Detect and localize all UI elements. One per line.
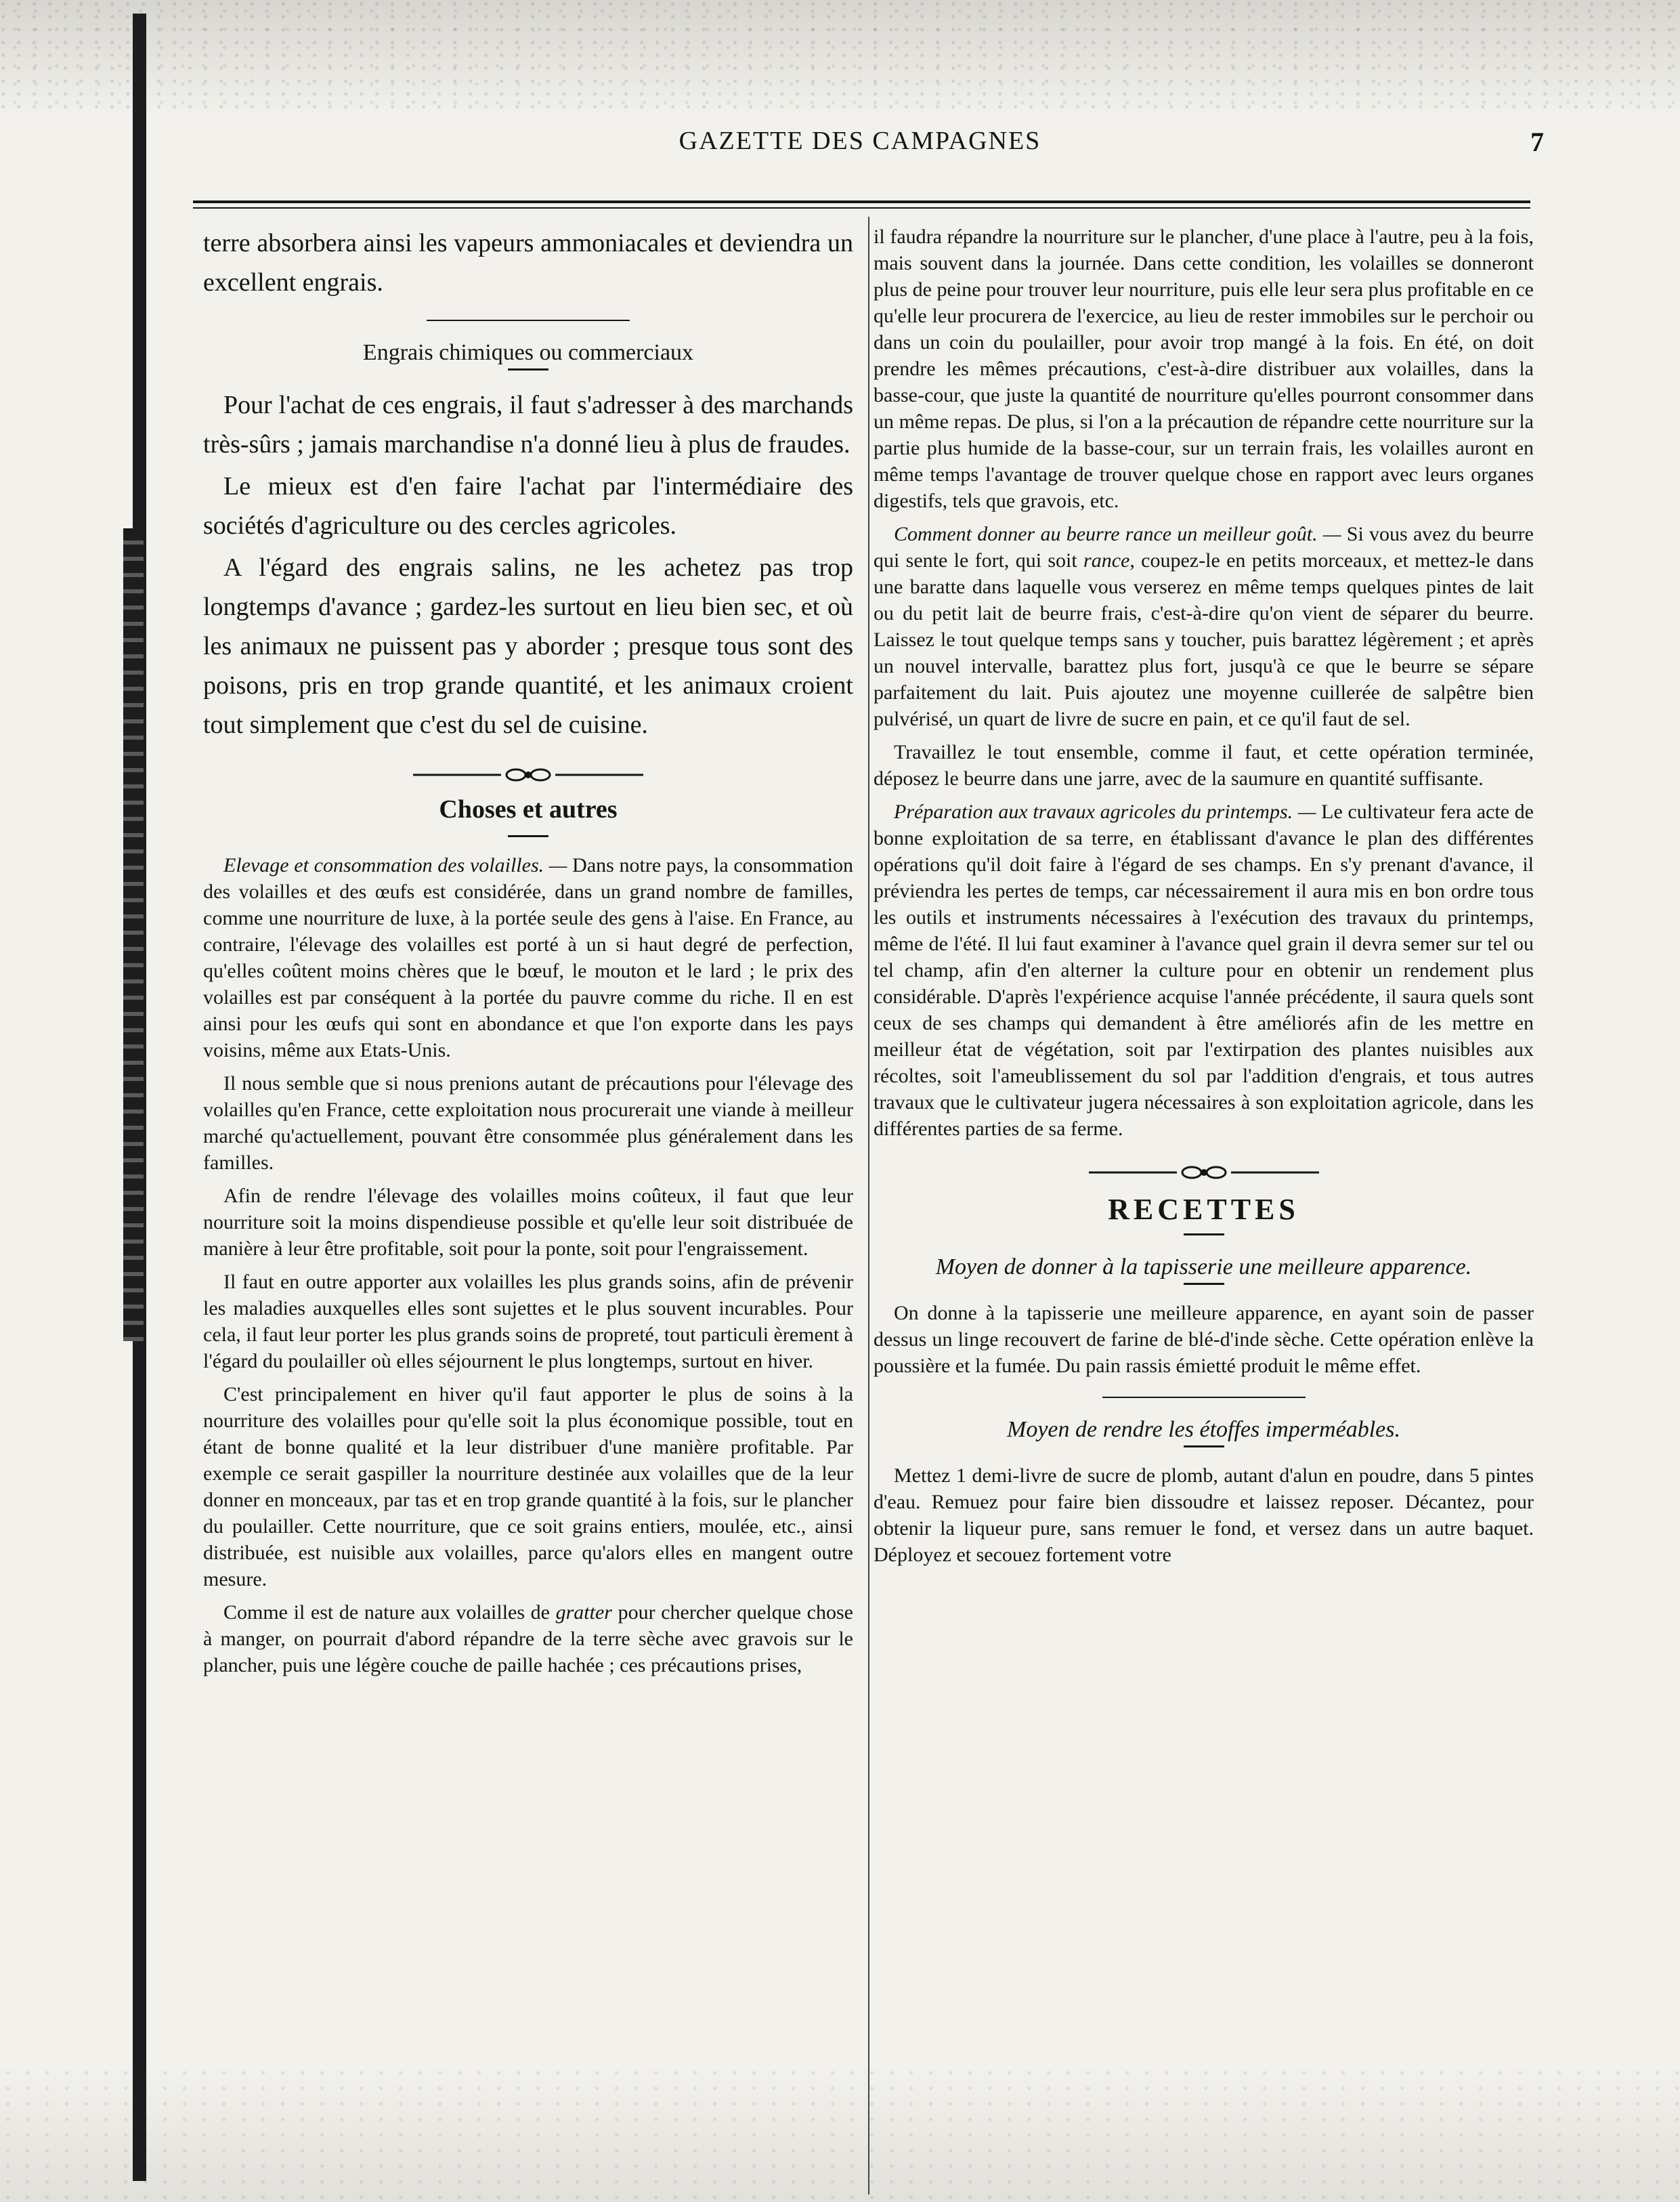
intro-paragraph: terre absorbera ainsi les vapeurs ammoniacales et deviendra un excellent engrais. (203, 229, 853, 297)
column-divider (868, 217, 869, 2195)
paragraph: Afin de rendre l'élevage des volailles moins coûteux, il faut que leur nourriture soit la moins dispendieuse possible et qu'elle leur soit distribuée de manière à leur être profitable, soit pour la ponte, soit pour l'engraissement. (203, 1185, 853, 1260)
paragraph (203, 852, 853, 1063)
recipe-title-tapisserie: Moyen de donner à la tapisserie une meilleure apparence. (935, 1254, 1472, 1279)
ornament-divider-icon (413, 765, 643, 785)
left-column (203, 224, 853, 1685)
paragraph: Il nous semble que si nous prenions autant de précautions pour l'élevage des volailles qu'en France, cette exploitation nous procurerait une viande à meilleur marché qu'actuellement, pouvant être consommée plus généralement dans les familles. (203, 1072, 853, 1174)
short-rule (508, 368, 548, 370)
recipe-title-etoffes: Moyen de rendre les étoffes imperméables. (1007, 1417, 1400, 1442)
separator-rule (427, 320, 630, 321)
paragraph: Il faut en outre apporter aux volailles les plus grands soins, afin de prévenir les maladies auxquelles elles sont sujettes et le plus souvent incurables. Pour cela, il faut leur porter les plus grands soins de propreté, tout particuli èrement à l'égard du poulailler où elles séjournent le plus longtemps, surtout en hiver. (203, 1271, 853, 1372)
page-title: GAZETTE DES CAMPAGNES (679, 127, 1041, 155)
paragraph-lead: Comment donner au beurre rance un meilleur goût. — (894, 523, 1341, 545)
paragraph: C'est principalement en hiver qu'il faut apporter le plus de soins à la nourriture des volailles pour qu'elle soit la plus économique possible, tout en étant de bonne qualité et la leur distribuer d'une manière profitable. Par exemple ce serait gaspiller la nourriture destinée aux volailles que de la leur donner en monceaux, par tas et en trop grande quantité à la fois, sur le plancher du poulailler. Cette nourriture, que ce soit grains entiers, moulée, etc., ainsi distribuée, est nuisible aux volailles, parce qu'alors elles en mangent outre mesure. (203, 1383, 853, 1590)
paragraph-body: Si vous avez du beurre qui sente le fort, qui soit (874, 523, 1534, 572)
paragraph-body: Le cultivateur fera acte de bonne exploitation de sa terre, en établissant d'avance le plan des différentes opérations qu'il doit faire à l'égard de ses champs. En s'y prenant d'avance, il préviendra les pertes de temps, car nécessairement il aura mis en bon ordre tous les outils et instruments nécessaires à l'exécution des travaux du printemps, même de l'été. Il lui faut examiner à l'avance quel grain il devra semer sur tel ou tel champ, afin d'en alterner la culture pour en obtenir un rendement plus considérable. D'après l'expérience acquise l'année précédente, il saura quels sont ceux de ses champs qui demandent à être améliorés afin de les mettre en meilleur état de végétation, soit par l'extirpation des plantes nuisibles aux récoltes, soit l'ameublissement du sol par l'addition d'engrais, et tous autres travaux que le cultivateur jugera nécessaires à son exploitation agricole, dans les différentes parties de sa ferme. (874, 801, 1534, 1140)
ornament-divider-icon (1089, 1162, 1319, 1183)
paragraph (203, 1599, 853, 1678)
paragraph-body: , coupez-le en petits morceaux, et mettez-le dans une baratte dans laquelle vous verserez en même temps quelques pintes de lait ou du petit lait de beurre frais, c'est-à-dire qu'on vient de séparer du beurre. Laissez le tout quelque temps sans y toucher, puis barattez légèrement ; et après un nouvel intervalle, barattez plus fort, jusqu'à ce que le beurre se sépare parfaitement du lait. Puis ajoutez une moyenne cuillerée de salpêtre bien pulvérisé, un quart de livre de sucre en pain, et ce qu'il faut de sel. (874, 549, 1534, 730)
short-rule (1184, 1233, 1224, 1235)
paragraph-lead: Préparation aux travaux agricoles du printemps. — (894, 801, 1316, 823)
paragraph: A l'égard des engrais salins, ne les achetez pas trop longtemps d'avance ; gardez-les surtout en lieu bien sec, et où les animaux ne puissent pas y aborder ; presque tous sont des poisons, pris en trop grande quantité, et les animaux croient tout simplement que c'est du sel de cuisine. (203, 553, 853, 739)
right-column (874, 224, 1534, 1575)
short-rule (1184, 1445, 1224, 1447)
section-title-recettes: RECETTES (1108, 1193, 1299, 1226)
section-title-engrais: Engrais chimiques ou commerciaux (362, 340, 694, 365)
paragraph: Le mieux est d'en faire l'achat par l'intermédiaire des sociétés d'agriculture ou des cercles agricoles. (203, 472, 853, 540)
short-rule (508, 835, 548, 837)
paragraph-lead: Elevage et consommation des volailles. — (223, 854, 567, 876)
paragraph-body: pour chercher quelque chose à manger, on pourrait d'abord répandre de la terre sèche avec gravois sur le plancher, puis une légère couche de paille hachée ; ces précautions prises, (203, 1601, 853, 1676)
header-rule (193, 200, 1530, 209)
paragraph-body: Comme il est de nature aux volailles de (223, 1601, 556, 1624)
paragraph: Travaillez le tout ensemble, comme il faut, et cette opération terminée, déposez le beurre dans une jarre, avec de la saumure en quantité suffisante. (874, 741, 1534, 790)
page-header (176, 126, 1544, 167)
paragraph: il faudra répandre la nourriture sur le plancher, d'une place à l'autre, peu à la fois, mais souvent dans la journée. Dans cette condition, les volailles se donneront plus de peine pour trouver leur nourriture, puis elle leur sera plus profitable en ce qu'elle leur procurera de l'exercice, au lieu de rester immobiles sur le perchoir ou dans un coin du poulailler, pour avoir trop mangé à la fois. En été, on doit prendre les mêmes précautions, c'est-à-dire distribuer aux volailles, dans la basse-cour, que juste la quantité de nourriture qu'elles pourront consommer dans un même repas. De plus, si l'on a la précaution de répandre cette nourriture sur la partie plus humide de la basse-cour, sur un terrain frais, les volailles auront en même temps l'avantage de trouver quelque chose en rapport avec leurs organes digestifs, tels que gravois, etc. (874, 226, 1534, 512)
emphasis: rance (1083, 549, 1130, 572)
paragraph (874, 521, 1534, 732)
short-rule (1184, 1283, 1224, 1285)
scan-speckle-top (0, 0, 1680, 115)
emphasis: gratter (555, 1601, 612, 1624)
scan-speckle-bottom (0, 2067, 1680, 2202)
paragraph: Pour l'achat de ces engrais, il faut s'adresser à des marchands très-sûrs ; jamais marchandise n'a donné lieu à plus de fraudes. (203, 391, 853, 459)
paragraph: Mettez 1 demi-livre de sucre de plomb, autant d'alun en poudre, dans 5 pintes d'eau. Remuez pour faire bien dissoudre et laissez reposer. Décantez, pour obtenir la liqueur pure, sans remuer le fond, et versez dans un autre baquet. Déployez et secouez fortement votre (874, 1464, 1534, 1566)
section-title-choses: Choses et autres (439, 795, 618, 824)
page-number: 7 (1530, 127, 1544, 157)
paragraph (874, 799, 1534, 1142)
separator-rule (1102, 1397, 1306, 1398)
paragraph: On donne à la tapisserie une meilleure apparence, en ayant soin de passer dessus un linge recouvert de farine de blé-d'inde sèche. Cette opération enlève la poussière et la fumée. Du pain rassis émietté produit le même effet. (874, 1302, 1534, 1377)
paragraph-body: Dans notre pays, la consommation des volailles et des œufs est considérée, dans un grand nombre de familles, comme une nourriture de luxe, à la portée seule des gens à l'aise. En France, au contraire, l'élevage des volailles est porté à un si haut degré de perfection, qu'elles coûtent moins chères que le bœuf, le mouton et le lard ; le prix des volailles est par conséquent à la portée du pauvre comme du riche. Il en est ainsi pour les œufs qui sont en abondance et que l'on exporte dans les pays voisins, même aux Etats-Unis. (203, 854, 853, 1061)
binding-edge (133, 14, 146, 2181)
